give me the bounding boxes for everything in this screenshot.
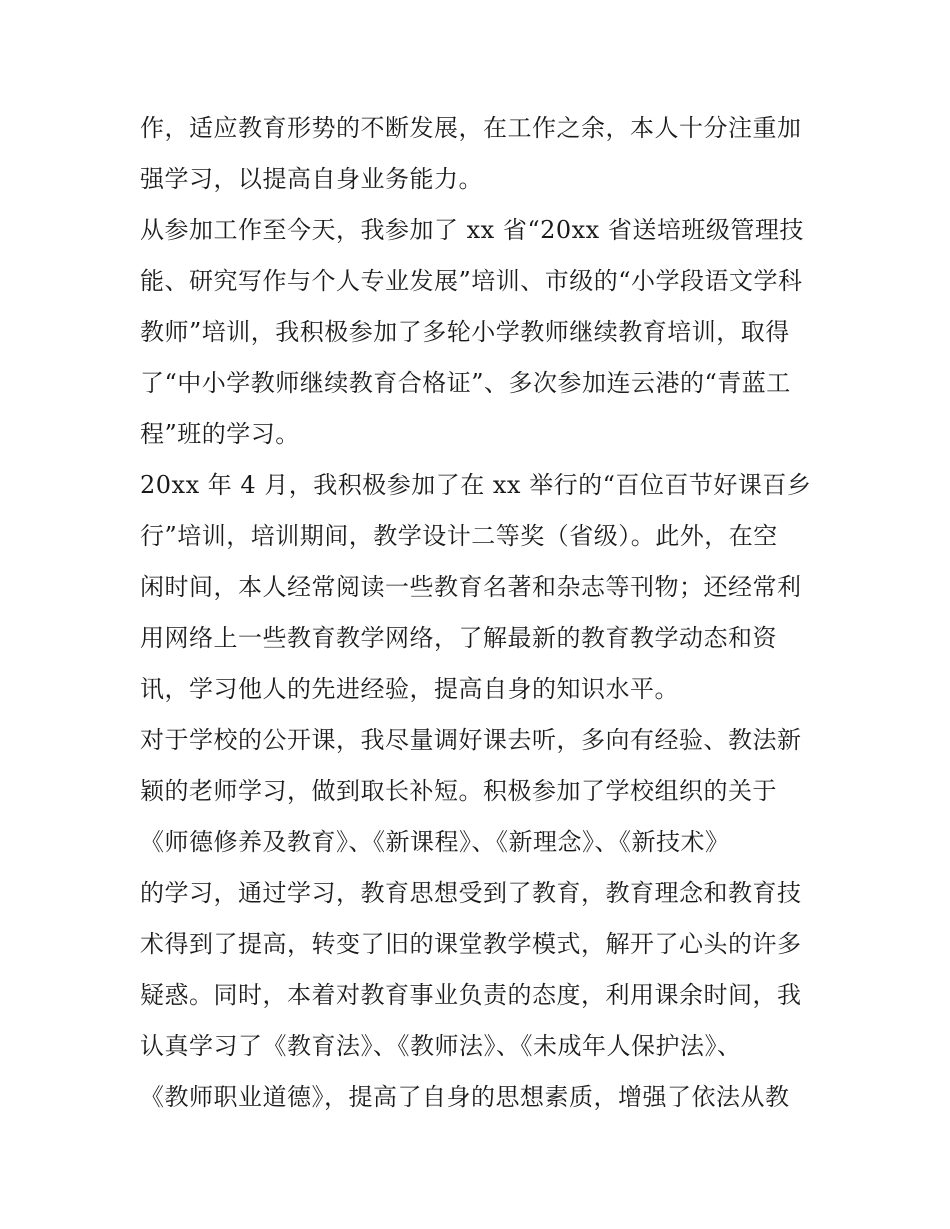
- text-line: 《教师职业道德》，提高了自身的思想素质，增强了依法从教: [140, 1083, 790, 1111]
- text-line: 行”培训，培训期间，教学设计二等奖（省级）。此外，在空: [140, 522, 778, 550]
- text-line: 强学习，以提高自身业务能力。: [140, 165, 483, 193]
- text-line: 从参加工作至今天，我参加了 xx 省“20xx 省送培班级管理技: [140, 216, 804, 244]
- text-line: 认真学习了《教育法》、《教师法》、《未成年人保护法》、: [140, 1032, 742, 1060]
- text-line: 用网络上一些教育教学网络，了解最新的教育教学动态和资: [140, 624, 777, 652]
- text-line: 了“中小学教师继续教育合格证”、多次参加连云港的“青蓝工: [140, 369, 791, 397]
- text-line: 对于学校的公开课，我尽量调好课去听，多向有经验、教法新: [140, 726, 802, 754]
- text-line: 的学习，通过学习，教育思想受到了教育，教育理念和教育技: [140, 879, 802, 907]
- text-line: 教师”培训，我积极参加了多轮小学教师继续教育培训，取得: [140, 318, 790, 346]
- text-line: 20xx 年 4 月，我积极参加了在 xx 举行的“百位百节好课百乡: [140, 471, 812, 499]
- text-line: 疑惑。同时，本着对教育事业负责的态度，利用课余时间，我: [140, 981, 802, 1009]
- text-line: 术得到了提高，转变了旧的课堂教学模式，解开了心头的许多: [140, 930, 802, 958]
- text-line: 闲时间，本人经常阅读一些教育名著和杂志等刊物；还经常利: [140, 573, 802, 601]
- text-line: 能、研究写作与个人专业发展”培训、市级的“小学段语文学科: [140, 267, 803, 295]
- text-line: 作，适应教育形势的不断发展，在工作之余，本人十分注重加: [140, 114, 802, 142]
- text-line: 《师德修养及教育》、《新课程》、《新理念》、《新技术》: [140, 828, 730, 856]
- text-line: 讯，学习他人的先进经验，提高自身的知识水平。: [140, 675, 679, 703]
- text-line: 颖的老师学习，做到取长补短。积极参加了学校组织的关于: [140, 777, 777, 805]
- text-line: 程”班的学习。: [140, 420, 300, 448]
